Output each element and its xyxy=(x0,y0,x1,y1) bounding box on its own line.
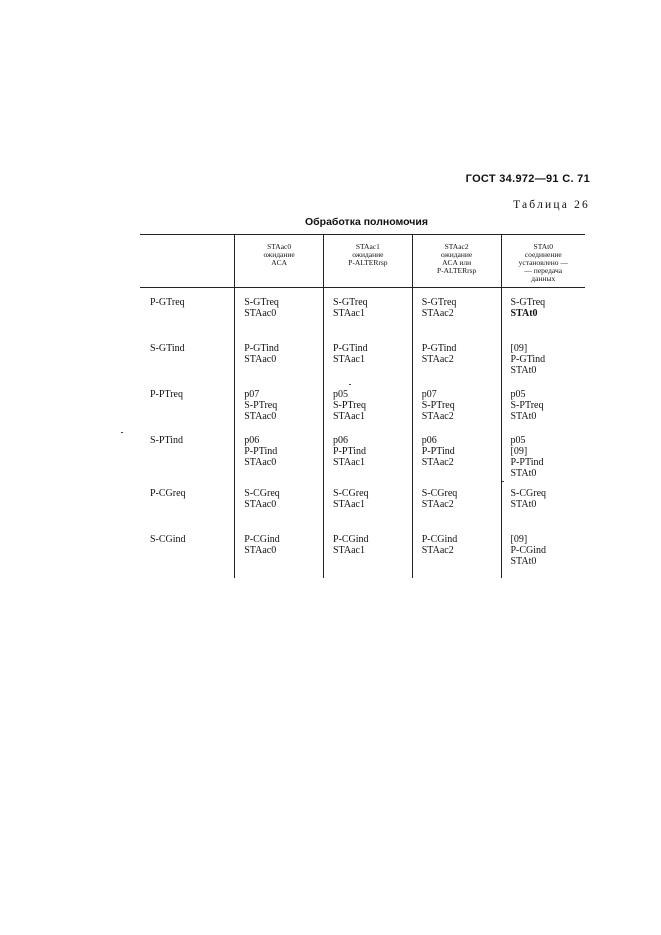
cell-line: STAac1 xyxy=(333,308,365,319)
cell-line: P-CGind xyxy=(510,545,547,556)
cell-line: P-GTind xyxy=(244,343,279,354)
column-header-line: ожидание xyxy=(263,250,295,259)
cell-line: P-CGind xyxy=(333,534,369,545)
column-header-line: STAt0 xyxy=(533,242,553,251)
cell-line: S-CGreq xyxy=(333,488,369,499)
table-number: Таблица 26 xyxy=(513,199,590,211)
cell-line: p06 xyxy=(333,435,348,446)
transition-cell xyxy=(412,380,501,426)
table-row xyxy=(140,426,585,479)
cell-line: [09] xyxy=(510,343,528,354)
event-cell: S-CGind xyxy=(150,534,186,545)
column-header xyxy=(412,235,501,288)
cell-line: [09] xyxy=(510,446,528,457)
cell-line: S-GTreq xyxy=(333,297,368,308)
column-header-line: STAac0 xyxy=(267,242,292,251)
event-cell: S-PTind xyxy=(150,435,183,446)
transition-cell xyxy=(324,288,413,335)
scan-speck xyxy=(349,384,351,385)
cell-line: S-PTreq xyxy=(333,400,366,411)
cell-line: P-GTind xyxy=(510,354,546,365)
cell-line: p07 xyxy=(244,389,260,400)
cell-line: STAac0 xyxy=(244,308,277,319)
transition-cell xyxy=(235,288,324,335)
column-header-line: ACA или xyxy=(442,258,472,267)
transition-cell xyxy=(324,426,413,479)
state-transition-table xyxy=(140,234,585,578)
event-cell: P-GTreq xyxy=(150,297,185,308)
cell-line: STAac1 xyxy=(333,411,365,422)
cell-line: STAt0 xyxy=(510,411,537,422)
cell-line: STAac2 xyxy=(421,354,454,365)
transition-cell xyxy=(501,426,585,479)
transition-cell xyxy=(324,479,413,525)
column-header-line: STAac2 xyxy=(444,242,469,251)
transition-cell xyxy=(324,525,413,578)
scan-speck xyxy=(502,481,504,482)
column-header-line: — передача xyxy=(524,266,563,275)
cell-line: STAac2 xyxy=(421,411,454,422)
header-row xyxy=(140,235,585,288)
transition-cell xyxy=(501,479,585,525)
cell-line: S-PTreq xyxy=(510,400,544,411)
column-header-line: ACA xyxy=(271,258,288,267)
column-header-line: ожидание xyxy=(352,250,384,259)
column-header-line: установлено — xyxy=(518,258,568,267)
cell-line: S-CGreq xyxy=(244,488,280,499)
cell-line: P-PTind xyxy=(244,446,278,457)
cell-line: p06 xyxy=(421,435,437,446)
event-cell: P-CGreq xyxy=(150,488,186,499)
table-row xyxy=(140,479,585,525)
cell-line: P-PTind xyxy=(421,446,455,457)
cell-line: S-GTreq xyxy=(244,297,279,308)
column-header-line: соединение xyxy=(524,250,562,259)
transition-cell xyxy=(501,334,585,380)
cell-line: STAac1 xyxy=(333,354,365,365)
cell-line: S-PTreq xyxy=(244,400,278,411)
transition-cell xyxy=(412,525,501,578)
transition-cell xyxy=(412,334,501,380)
cell-line: STAac0 xyxy=(244,411,277,422)
cell-line: STAac2 xyxy=(421,545,454,556)
cell-line: P-GTind xyxy=(333,343,368,354)
cell-line: [09] xyxy=(510,534,528,545)
cell-line: STAac0 xyxy=(244,354,277,365)
table-row xyxy=(140,288,585,335)
header-corner-cell xyxy=(140,235,235,288)
cell-line: STAac2 xyxy=(421,308,454,319)
table-row xyxy=(140,380,585,426)
transition-cell xyxy=(235,426,324,479)
transition-cell xyxy=(235,334,324,380)
page-header: ГОСТ 34.972—91 С. 71 xyxy=(465,173,590,185)
transition-cell xyxy=(501,380,585,426)
table-body xyxy=(140,288,585,579)
transition-cell xyxy=(412,288,501,335)
transition-cell xyxy=(501,288,585,335)
transition-cell xyxy=(412,426,501,479)
column-header-line: данных xyxy=(531,274,556,283)
cell-line: P-PTind xyxy=(510,457,544,468)
cell-line: STAt0 xyxy=(510,556,537,567)
cell-line: p05 xyxy=(333,389,348,400)
table-row xyxy=(140,525,585,578)
table-row xyxy=(140,334,585,380)
column-header xyxy=(501,235,585,288)
transition-cell xyxy=(235,525,324,578)
cell-line: STAac0 xyxy=(244,545,277,556)
cell-line: STAac1 xyxy=(333,499,365,510)
column-header-line: ожидание xyxy=(440,250,473,259)
cell-line: S-CGreq xyxy=(510,488,547,499)
transition-cell xyxy=(324,334,413,380)
cell-line: P-CGind xyxy=(244,534,280,545)
transition-cell xyxy=(235,479,324,525)
cell-line: STAt0 xyxy=(510,365,537,376)
transition-cell xyxy=(235,380,324,426)
cell-line: p07 xyxy=(421,389,437,400)
column-header-line: P-ALTERrsp xyxy=(436,266,477,275)
cell-line: STAac2 xyxy=(421,457,454,468)
cell-line: P-GTind xyxy=(421,343,457,354)
cell-line: P-CGind xyxy=(421,534,458,545)
cell-line: P-PTind xyxy=(333,446,366,457)
cell-line: S-CGreq xyxy=(421,488,458,499)
cell-line: S-GTreq xyxy=(510,297,546,308)
cell-line: STAt0 xyxy=(510,308,538,319)
cell-line: S-PTreq xyxy=(421,400,455,411)
cell-line: STAac0 xyxy=(244,457,277,468)
transition-cell xyxy=(412,479,501,525)
event-cell: S-GTind xyxy=(150,343,185,354)
transition-cell xyxy=(324,380,413,426)
table-title: Обработка полномочия xyxy=(305,216,428,228)
transition-cell xyxy=(501,525,585,578)
cell-line: STAt0 xyxy=(510,499,537,510)
cell-line: STAac2 xyxy=(421,499,454,510)
event-cell: P-PTreq xyxy=(150,389,183,400)
cell-line: STAt0 xyxy=(510,468,537,479)
column-header-line: STAac1 xyxy=(355,242,380,251)
cell-line: S-GTreq xyxy=(421,297,457,308)
cell-line: p05 xyxy=(510,389,526,400)
cell-line: p06 xyxy=(244,435,260,446)
column-header xyxy=(324,235,413,288)
cell-line: STAac0 xyxy=(244,499,277,510)
column-header-line: P-ALTERrsp xyxy=(348,258,388,267)
column-header xyxy=(235,235,324,288)
cell-line: p05 xyxy=(510,435,526,446)
cell-line: STAac1 xyxy=(333,457,365,468)
cell-line: STAac1 xyxy=(333,545,365,556)
scan-speck xyxy=(121,432,123,433)
